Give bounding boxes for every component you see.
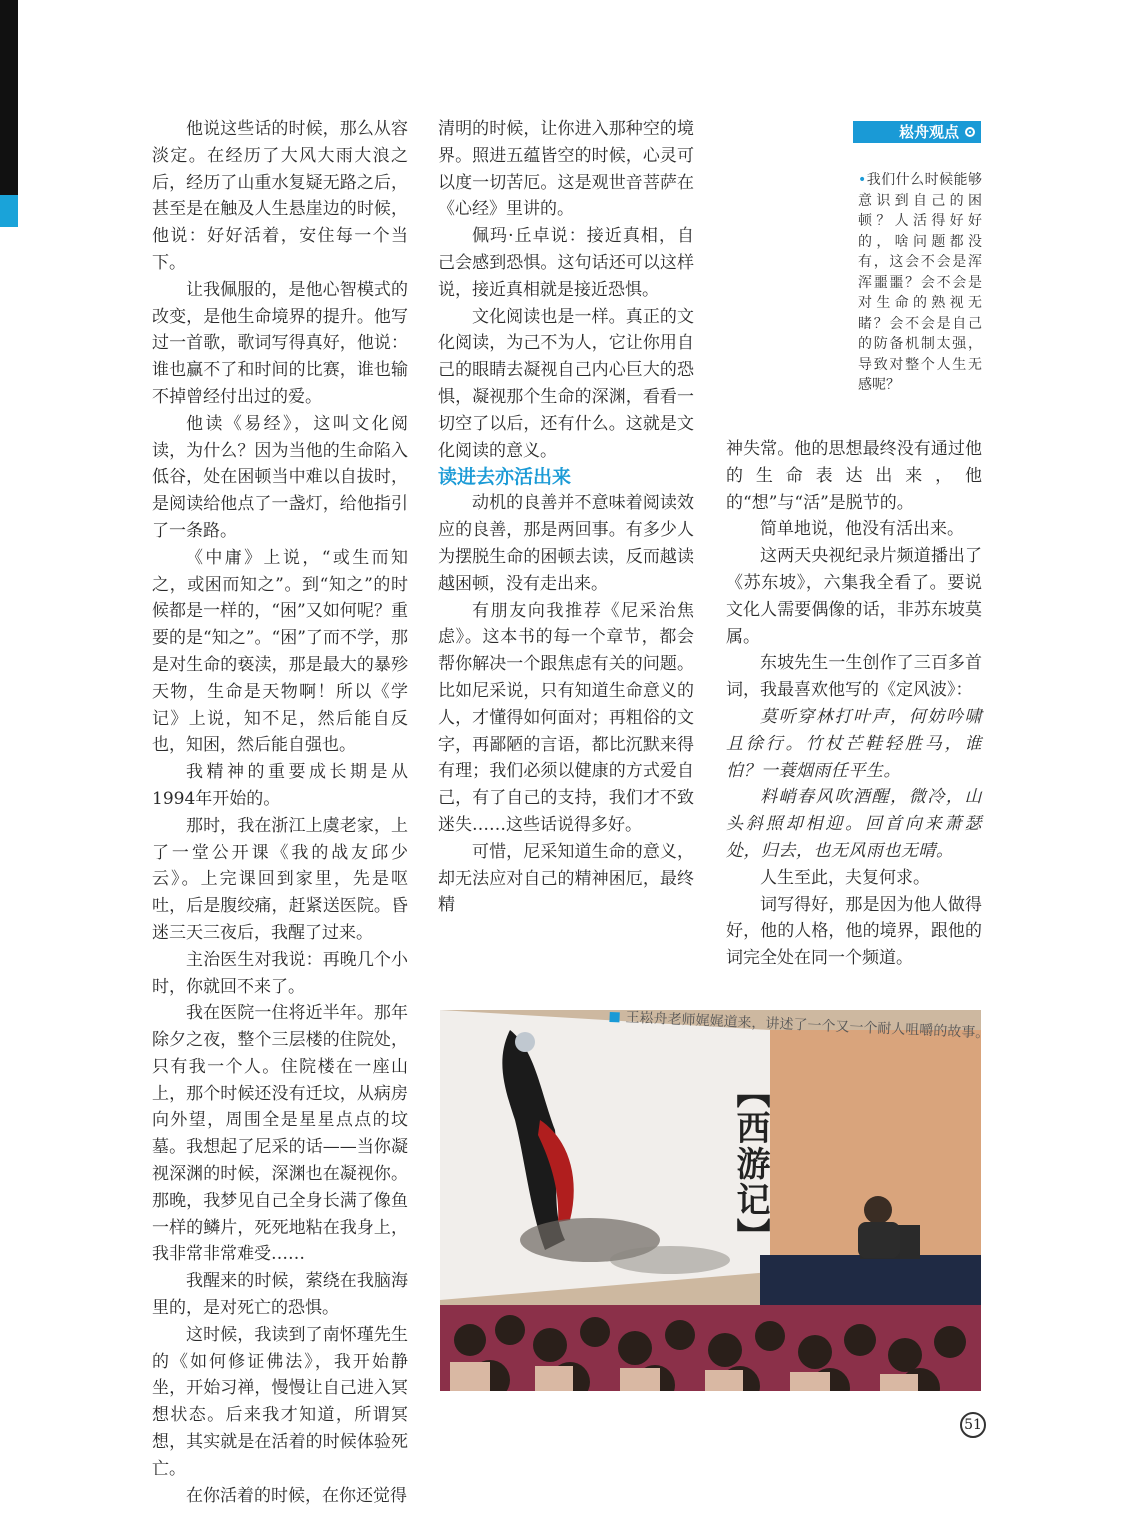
paragraph: 佩玛·丘卓说：接近真相，自己会感到恐惧。这句话还可以这样说，接近真相就是接近恐惧。: [438, 226, 694, 300]
sidebar-quote: [858, 170, 982, 396]
poem-stanza: 莫听穿林打叶声，何妨吟啸且徐行。竹杖芒鞋轻胜马，谁怕？一蓑烟雨任平生。: [726, 706, 982, 781]
paragraph: 东坡先生一生创作了三百多首词，我最喜欢他写的《定风波》：: [726, 653, 982, 701]
paragraph: 词写得好，那是因为他人做得好，他的人格，他的境界，跟他的词完全处在同一个频道。: [726, 894, 982, 969]
paragraph: 那时，我在浙江上虞老家，上了一堂公开课《我的战友邱少云》。上完课回到家里，先是呕吐，后是腹绞痛，赶紧送医院。昏迷三天三夜后，我醒了过来。: [152, 815, 408, 943]
sidebar-text: 我们什么时候能够意识到自己的困顿？人活得好好的，啥问题都没有，这会不会是浑浑噩噩？会不会是对生命的熟视无睹？会不会是自己的防备机制太强，导致对整个人生无感呢？: [858, 172, 982, 393]
paragraph: 在你活着的时候，在你还觉得: [186, 1485, 407, 1506]
paragraph: 我精神的重要成长期是从1994年开始的。: [152, 762, 408, 809]
screen-title-text: 【西游记】: [730, 1074, 770, 1254]
square-bullet-icon: [609, 1012, 619, 1022]
paragraph: 这时候，我读到了南怀瑾先生的《如何修证佛法》，我开始静坐，开始习禅，慢慢让自己进入冥想状态。后来我才知道，所谓冥想，其实就是在活着的时候体验死亡。: [152, 1324, 408, 1479]
lecture-photo: [440, 1010, 981, 1391]
paragraph: 他读《易经》，这叫文化阅读，为什么？因为当他的生命陷入低谷，处在困顿当中难以自拔时，是阅读给他点了一盏灯，给他指引了一条路。: [152, 413, 408, 541]
paragraph: 主治医生对我说：再晚几个小时，你就回不来了。: [152, 949, 408, 997]
viewpoint-badge: [853, 121, 981, 143]
paragraph: 让我佩服的，是他心智模式的改变，是他生命境界的提升。他写过一首歌，歌词写得真好，他说：谁也赢不了和时间的比赛，谁也输不掉曾经付出过的爱。: [152, 279, 408, 407]
paragraph: 我在医院一住将近半年。那年除夕之夜，整个三层楼的住院处，只有我一个人。住院楼在一座山上，那个时候还没有迁坟，从病房向外望，周围全是星星点点的坟墓。我想起了尼采的话——当你凝视深渊的时候，深渊也在凝视你。那晚，我梦见自己全身长满了像鱼一样的鳞片，死死地粘在我身上，我非常非常难受……: [152, 1003, 408, 1265]
paragraph: 简单地说，他没有活出来。: [760, 519, 964, 540]
article-column-3: [726, 436, 982, 972]
bullet-icon: •: [858, 172, 867, 188]
paragraph: 他说这些话的时候，那么从容淡定。在经历了大风大雨大浪之后，经历了山重水复疑无路之后，甚至是在触及人生悬崖边的时候，他说：好好活着，安住每一个当下。: [152, 119, 408, 273]
target-icon: [965, 127, 975, 137]
page-edge-tab-dark: [0, 0, 18, 195]
paragraph: 人生至此，夫复何求。: [760, 867, 930, 888]
poem-stanza: 料峭春风吹酒醒，微冷，山头斜照却相迎。回首向来萧瑟处，归去，也无风雨也无晴。: [726, 787, 982, 861]
paragraph: 《中庸》上说，“或生而知之，或困而知之”。到“知之”的时候都是一样的，“困”又如何呢？重要的是“知之”。“困”了而不学，那是对生命的亵渎，那是最大的暴殄天物，生命是天物啊！所以《学记》上说，知不足，然后能自反也，知困，然后能自强也。: [152, 547, 408, 756]
viewpoint-badge-label: 崧舟观点: [898, 123, 959, 141]
page-edge-tab-accent: [0, 195, 18, 227]
paragraph: 有朋友向我推荐《尼采治焦虑》。这本书的每一个章节，都会帮你解决一个跟焦虑有关的问题。比如尼采说，只有知道生命意义的人，才懂得如何面对；再粗俗的文字，再鄙陋的言语，都比沉默来得有理；我们必须以健康的方式爱自己，有了自己的支持，我们才不致迷失……这些话说得多好。: [438, 600, 694, 835]
article-column-2: [438, 116, 694, 919]
paragraph: 文化阅读也是一样。真正的文化阅读，为己不为人，它让你用自己的眼睛去凝视自己内心巨大的恐惧，凝视那个生命的深渊，看看一切空了以后，还有什么。这就是文化阅读的意义。: [438, 306, 694, 461]
paragraph-continuation: 清明的时候，让你进入那种空的境界。照进五蕴皆空的时候，心灵可以度一切苦厄。这是观世音菩萨在《心经》里讲的。: [438, 119, 694, 220]
section-heading: 读进去亦活出来: [438, 466, 572, 489]
article-column-1: [152, 116, 408, 1509]
paragraph: 这两天央视纪录片频道播出了《苏东坡》，六集我全看了。要说文化人需要偶像的话，非苏东坡莫属。: [726, 546, 982, 647]
photo-caption-text: 王崧舟老师娓娓道来，讲述了一个又一个耐人咀嚼的故事。: [625, 1009, 990, 1042]
paragraph-continuation: 神失常。他的思想最终没有通过他的生命表达出来，他的“想”与“活”是脱节的。: [726, 439, 982, 513]
page-number: 51: [960, 1412, 986, 1438]
paragraph: 可惜，尼采知道生命的意义，却无法应对自己的精神困厄，最终精: [438, 841, 694, 916]
paragraph: 我醒来的时候，萦绕在我脑海里的，是对死亡的恐惧。: [152, 1271, 408, 1319]
paragraph: 动机的良善并不意味着阅读效应的良善，那是两回事。有多少人为摆脱生命的困顿去读，反而越读越困顿，没有走出来。: [438, 493, 694, 594]
